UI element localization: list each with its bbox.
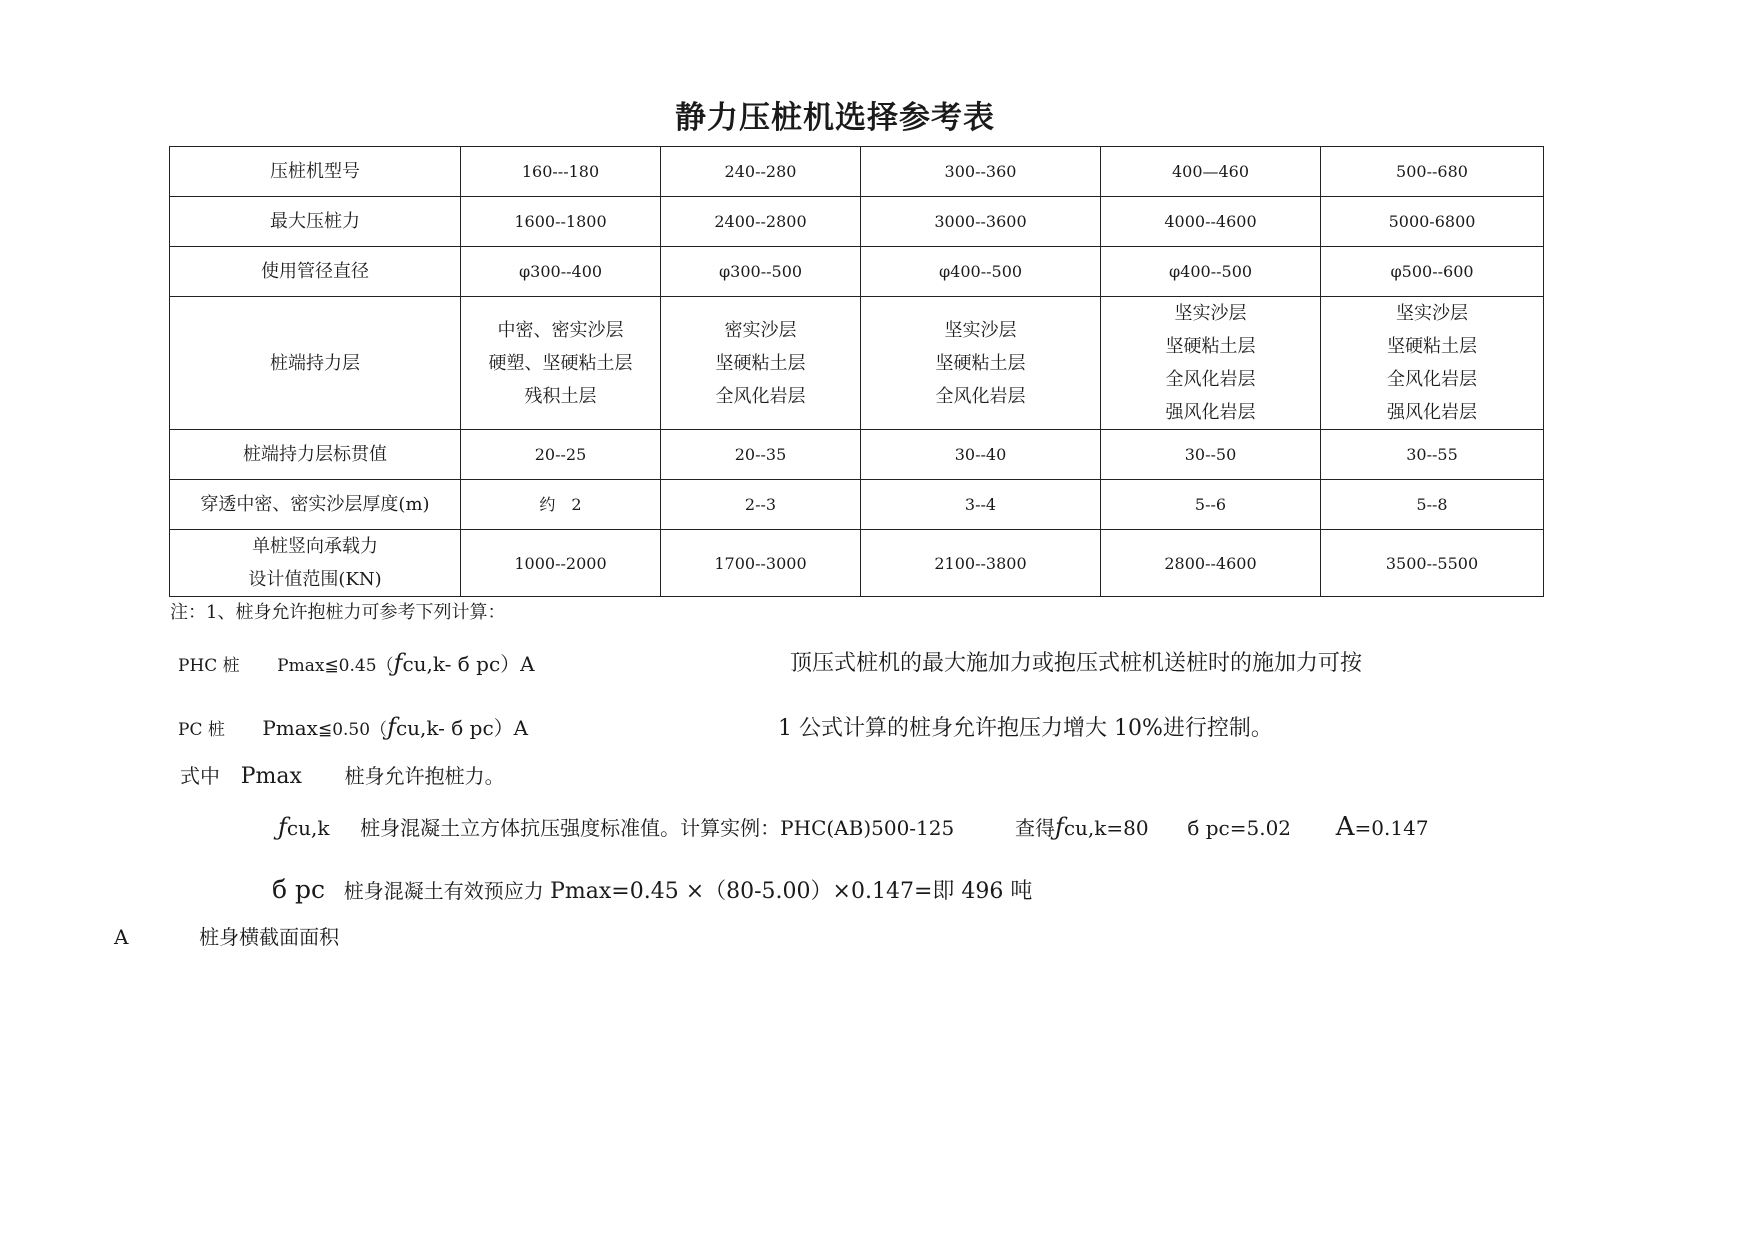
- cell-line: 坚硬粘土层: [935, 352, 1026, 374]
- phc-f-symbol: ƒ: [393, 649, 403, 677]
- table-row-bearing-layer: [170, 297, 1544, 430]
- table-row-capacity: [170, 530, 1544, 597]
- table-row-spt-value: [170, 430, 1544, 480]
- table-cell: φ300--500: [661, 247, 861, 297]
- table-cell: 240--280: [661, 147, 861, 197]
- page-title: 静力压桩机选择参考表: [675, 100, 995, 136]
- table-cell: 约 2: [461, 480, 661, 530]
- table-row-max-force: [170, 197, 1544, 247]
- shizhong-pmax: Pmax: [240, 764, 302, 789]
- definition-pmax: [180, 760, 505, 789]
- table-cell: 2400--2800: [661, 197, 861, 247]
- right-note-line-1: 顶压式桩机的最大施加力或抱压式桩机送桩时的施加力可按: [790, 651, 1363, 676]
- fcu-desc: 桩身混凝土立方体抗压强度标准值。计算实例：PHC(AB)500-125: [360, 816, 955, 840]
- row-label-model: 压桩机型号: [170, 147, 461, 197]
- cell-line: 全风化岩层: [715, 385, 806, 407]
- cell-line: 坚实沙层: [1396, 303, 1468, 324]
- table-cell: 30--40: [861, 430, 1101, 480]
- right-note-line-2: 1 公式计算的桩身允许抱压力增大 10%进行控制。: [778, 716, 1273, 741]
- phc-rest: cu,k- б pc）A: [402, 652, 535, 676]
- chade-rest: cu,k=80: [1063, 816, 1149, 840]
- table-cell: 1000--2000: [461, 530, 661, 597]
- row-label-diameter: 使用管径直径: [170, 247, 461, 297]
- table-cell: 5000-6800: [1321, 197, 1544, 247]
- pc-rest: cu,k- б pc）A: [395, 716, 529, 740]
- table-cell: 160---180: [461, 147, 661, 197]
- table-cell: φ400--500: [861, 247, 1101, 297]
- table-cell: 30--50: [1101, 430, 1321, 480]
- table-cell: 5--6: [1101, 480, 1321, 530]
- cell-line: 强风化岩层: [1387, 402, 1477, 423]
- table-cell: φ500--600: [1321, 247, 1544, 297]
- cell-line: 全风化岩层: [1387, 369, 1477, 390]
- table-cell: [1101, 297, 1321, 430]
- pc-pmax: Pmax: [262, 716, 318, 740]
- sigma-value: б pc=5.02: [1187, 816, 1292, 840]
- cell-line: 密实沙层: [724, 319, 797, 341]
- phc-label: PHC 桩: [178, 656, 240, 676]
- pc-coef: ≦0.50（: [317, 720, 388, 740]
- table-cell: 20--35: [661, 430, 861, 480]
- cell-line: 坚硬粘土层: [715, 352, 806, 374]
- cell-line: 单桩竖向承载力: [252, 536, 378, 557]
- definition-a: [114, 921, 339, 950]
- definition-sigma: [272, 874, 1032, 905]
- cell-line: 坚硬粘土层: [1165, 336, 1256, 357]
- row-label-penetration: 穿透中密、密实沙层厚度(m): [170, 480, 461, 530]
- table-cell: 3--4: [861, 480, 1101, 530]
- cell-line: 中密、密实沙层: [497, 319, 624, 341]
- fcu-label: cu,k: [286, 816, 330, 840]
- table-cell: φ400--500: [1101, 247, 1321, 297]
- table-cell: 400—460: [1101, 147, 1321, 197]
- cell-line: 坚实沙层: [1174, 303, 1247, 324]
- table-cell: 3000--3600: [861, 197, 1101, 247]
- pile-machine-table: [169, 146, 1544, 597]
- table-cell: [1321, 297, 1544, 430]
- cell-line: 坚硬粘土层: [1387, 336, 1477, 357]
- pc-formula: [178, 712, 528, 741]
- a-symbol: A: [114, 925, 129, 949]
- a-value-rest: =0.147: [1354, 816, 1429, 840]
- cell-line: 硬塑、坚硬粘土层: [488, 352, 633, 374]
- shizhong-desc: 桩身允许抱桩力。: [344, 764, 505, 788]
- cell-line: 全风化岩层: [1165, 369, 1256, 390]
- cell-line: 坚实沙层: [944, 319, 1017, 341]
- note-1: 注：1、桩身允许抱桩力可参考下列计算：: [170, 602, 506, 623]
- table-cell: 300--360: [861, 147, 1101, 197]
- chade-f-symbol: ƒ: [1054, 813, 1064, 841]
- cell-line: 残积土层: [524, 385, 597, 407]
- a-desc: 桩身横截面面积: [199, 925, 340, 949]
- table-cell: 30--55: [1321, 430, 1544, 480]
- table-cell: 4000--4600: [1101, 197, 1321, 247]
- pc-label: PC 桩: [178, 720, 225, 740]
- table-cell: [461, 297, 661, 430]
- table-cell: [861, 297, 1101, 430]
- shizhong-label: 式中: [180, 764, 220, 788]
- cell-line: 全风化岩层: [935, 385, 1026, 407]
- row-label-capacity: [170, 530, 461, 597]
- table-cell: [661, 297, 861, 430]
- phc-formula: [178, 648, 535, 677]
- table-cell: 2800--4600: [1101, 530, 1321, 597]
- pc-f-symbol: ƒ: [387, 713, 396, 741]
- row-label-spt-value: 桩端持力层标贯值: [170, 430, 461, 480]
- chade-label: 查得: [1014, 816, 1055, 840]
- table-row-diameter: [170, 247, 1544, 297]
- sigma-desc: 桩身混凝土有效预应力: [343, 879, 544, 903]
- sigma-symbol: б pc: [272, 875, 326, 904]
- table-row-model: [170, 147, 1544, 197]
- table-cell: 2--3: [661, 480, 861, 530]
- row-label-max-force: 最大压桩力: [170, 197, 461, 247]
- table-cell: 1600--1800: [461, 197, 661, 247]
- cell-line: 强风化岩层: [1165, 402, 1256, 423]
- definition-fcu: [278, 812, 1429, 842]
- table-cell: 1700--3000: [661, 530, 861, 597]
- a-value-symbol: A: [1335, 812, 1355, 842]
- table-cell: 5--8: [1321, 480, 1544, 530]
- phc-pmax: Pmax≦0.45（: [277, 656, 394, 676]
- table-cell: 500--680: [1321, 147, 1544, 197]
- fcu-f-symbol: ƒ: [278, 813, 287, 841]
- calc-result: Pmax=0.45 ×（80-5.00）×0.147=即 496 吨: [550, 879, 1033, 904]
- cell-line: 设计值范围(KN): [248, 569, 382, 590]
- table-cell: 2100--3800: [861, 530, 1101, 597]
- table-cell: 3500--5500: [1321, 530, 1544, 597]
- table-cell: φ300--400: [461, 247, 661, 297]
- table-cell: 20--25: [461, 430, 661, 480]
- row-label-bearing-layer: 桩端持力层: [170, 297, 461, 430]
- table-row-penetration: [170, 480, 1544, 530]
